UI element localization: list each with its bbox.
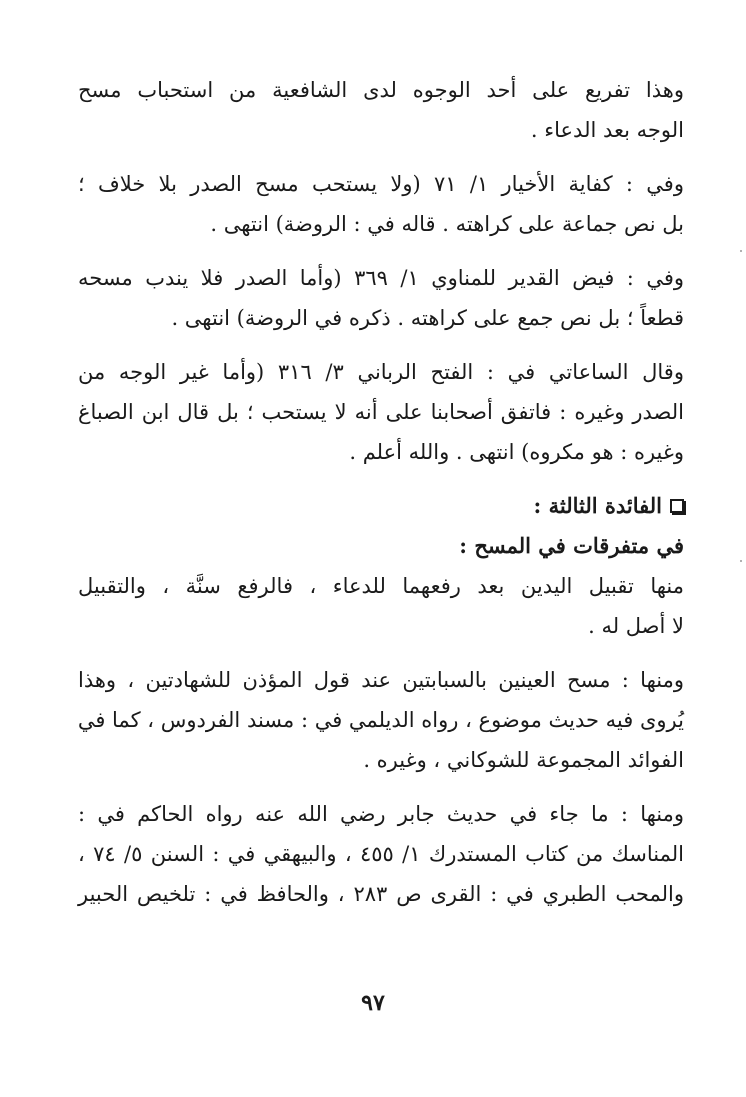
text-line: لا أصل له . <box>588 614 684 638</box>
text-line: وهذا تفريع على أحد الوجوه لدى الشافعية من استحباب مسح <box>78 78 684 102</box>
text-line: والمحب الطبري في : القرى ص ٢٨٣ ، والحافظ في : تلخيص الحبير <box>78 882 685 906</box>
text-line: وفي : فيض القدير للمناوي ١/ ٣٦٩ (وأما الصدر فلا يندب مسحه <box>78 266 685 290</box>
paragraph-5 <box>78 566 684 646</box>
page-number: ٩٧ <box>361 990 385 1016</box>
section-heading-text: الفائدة الثالثة : <box>533 493 662 518</box>
paragraph-6 <box>78 660 684 780</box>
text-line: ومنها : ما جاء في حديث جابر رضي الله عنه رواه الحاكم في : <box>78 802 684 826</box>
text-line: الصدر وغيره : فاتفق أصحابنا على أنه لا يستحب ؛ بل قال ابن الصباغ <box>78 400 684 424</box>
text-line: الوجه بعد الدعاء . <box>530 118 684 142</box>
text-line: وفي : كفاية الأخيار ١/ ٧١ (ولا يستحب مسح الصدر بلا خلاف ؛ <box>78 172 684 196</box>
text-line: قطعاً ؛ بل نص جمع على كراهته . ذكره في الروضة) انتهى . <box>171 306 684 330</box>
checkbox-square-icon <box>670 499 684 513</box>
paragraph-4 <box>78 352 684 472</box>
margin-speck <box>740 250 742 252</box>
page-body <box>78 70 684 928</box>
text-line: منها تقبيل اليدين بعد رفعهما للدعاء ، فالرفع سنَّة ، والتقبيل <box>78 574 684 598</box>
paragraph-7 <box>78 794 684 914</box>
text-line: يُروى فيه حديث موضوع ، رواه الديلمي في : مسند الفردوس ، كما في <box>77 708 684 732</box>
paragraph-1 <box>78 70 684 150</box>
text-line: وقال الساعاتي في : الفتح الرباني ٣/ ٣١٦ (وأما غير الوجه من <box>78 360 684 384</box>
text-line: الفوائد المجموعة للشوكاني ، وغيره . <box>363 748 684 772</box>
section-subheading: في متفرقات في المسح : <box>459 533 684 558</box>
text-line: وغيره : هو مكروه) انتهى . والله أعلم . <box>349 440 684 464</box>
text-line: ومنها : مسح العينين بالسبابتين عند قول المؤذن للشهادتين ، وهذا <box>78 668 684 692</box>
margin-speck <box>740 560 742 562</box>
paragraph-3 <box>78 258 684 338</box>
section-heading <box>78 486 684 526</box>
text-line: بل نص جماعة على كراهته . قاله في : الروضة) انتهى . <box>210 212 684 236</box>
text-line: المناسك من كتاب المستدرك ١/ ٤٥٥ ، والبيهقي في : السنن ٥/ ٧٤ ، <box>78 842 684 866</box>
paragraph-2 <box>78 164 684 244</box>
